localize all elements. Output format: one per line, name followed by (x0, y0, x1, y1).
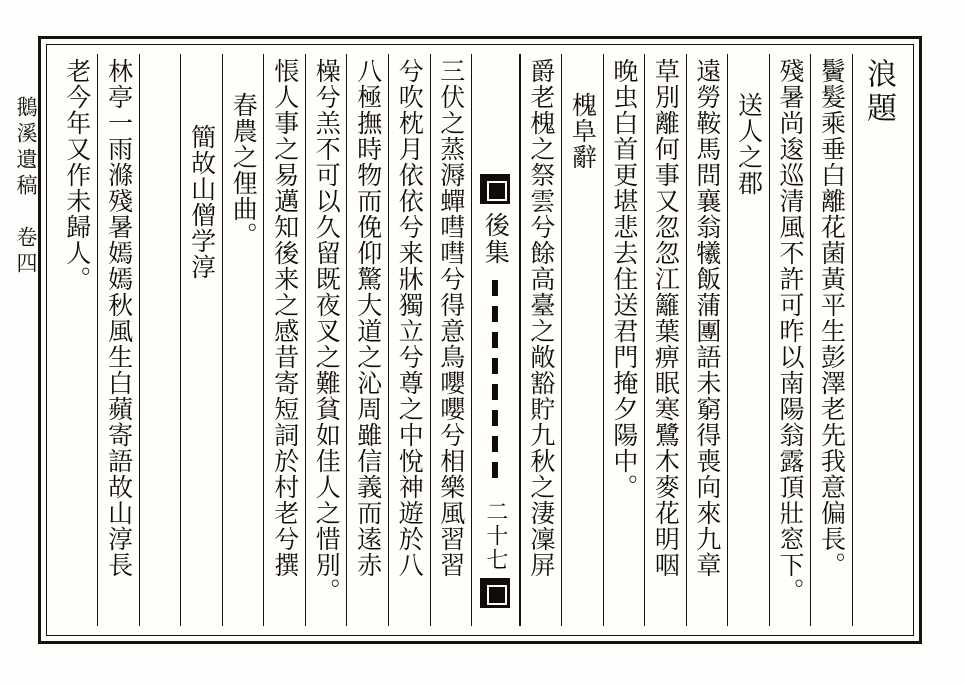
column-poem-4-line-1 (430, 54, 472, 626)
column-poem-4-line-4 (305, 54, 347, 626)
verse-line: 林亭一雨滌殘暑嫣嫣秋風生白蘋寄語故山淳長 (104, 58, 134, 578)
verse-line: 三伏之蒸溽蟬嘒嘒兮得意鳥嚶嚶兮相樂風習習 (436, 58, 466, 578)
column-poem-5-line-2 (56, 54, 97, 626)
verse-line: 橾兮羔不可以久留既夜叉之難貧如佳人之惜別。 (312, 58, 342, 604)
verse-line: 兮吹枕月依依兮来牀獨立兮尊之中悅神遊於八 (395, 58, 425, 578)
column-poem-3-title (561, 54, 603, 626)
column-blank (139, 54, 181, 626)
poem-heading: 槐阜辭 (568, 92, 598, 170)
verse-line: 草別離何事又忽忽江籬葉痹眠寒鷺木麥花明咽 (651, 58, 681, 578)
fold-ornament-icon-lower (480, 578, 510, 608)
column-poem-4-line-3 (346, 54, 388, 626)
column-poem-4-line-6 (222, 54, 264, 626)
column-poem-3-line-1 (520, 54, 562, 626)
collection-label: 後集 (481, 212, 511, 266)
column-poem-2-line-2 (644, 54, 686, 626)
verse-line: 八極撫時物而俛仰驚大道之沁周雖信義而逺赤 (353, 58, 383, 578)
text-columns (56, 54, 904, 626)
verse-line: 老今年又作未歸人。 (62, 58, 92, 292)
verse-line: 遠勞鞍馬問襄翁犧飯蒲團語未窮得喪向來九章 (692, 58, 722, 578)
column-poem-5-title (180, 54, 222, 626)
verse-line: 晚虫白首更堪悲去住送君門掩夕陽中。 (609, 58, 639, 500)
printed-frame-inner (46, 44, 914, 636)
column-poem-2-line-3 (603, 54, 645, 626)
column-poem-2-line-1 (686, 54, 728, 626)
fold-dashed-rule (492, 280, 498, 486)
verse-line: 殘暑尚逡巡清風不許可昨以南陽翁露頂壯窓下。 (775, 58, 805, 604)
spine-label: 鵝溪遺稿 卷四 (14, 96, 38, 278)
column-poem-1-line-2 (769, 54, 811, 626)
center-fold-strip (471, 54, 520, 626)
column-poem-4-line-2 (388, 54, 430, 626)
printed-frame (38, 36, 922, 644)
verse-line: 春農之俚曲。 (229, 92, 259, 248)
column-poem-5-line-1 (97, 54, 139, 626)
page-title: 浪題 (860, 58, 896, 126)
column-poem-1-line-1 (810, 54, 852, 626)
verse-line: 爵老槐之祭雲兮餘高臺之敞豁貯九秋之淒凜屏 (526, 58, 556, 578)
page-number: 二十七 (482, 500, 508, 572)
verse-line: 悵人事之易邁知後来之感昔寄短詞於村老兮撰 (270, 58, 300, 578)
poem-heading: 簡故山僧学淳 (187, 124, 217, 280)
column-title (852, 54, 904, 626)
column-poem-2-title (727, 54, 769, 626)
column-poem-4-line-5 (263, 54, 305, 626)
poem-heading: 送人之郡 (734, 92, 764, 196)
fold-ornament-icon (480, 174, 510, 204)
verse-line: 鬢髮乘垂白離花菌黃平生彭澤老先我意偏長。 (817, 58, 847, 578)
